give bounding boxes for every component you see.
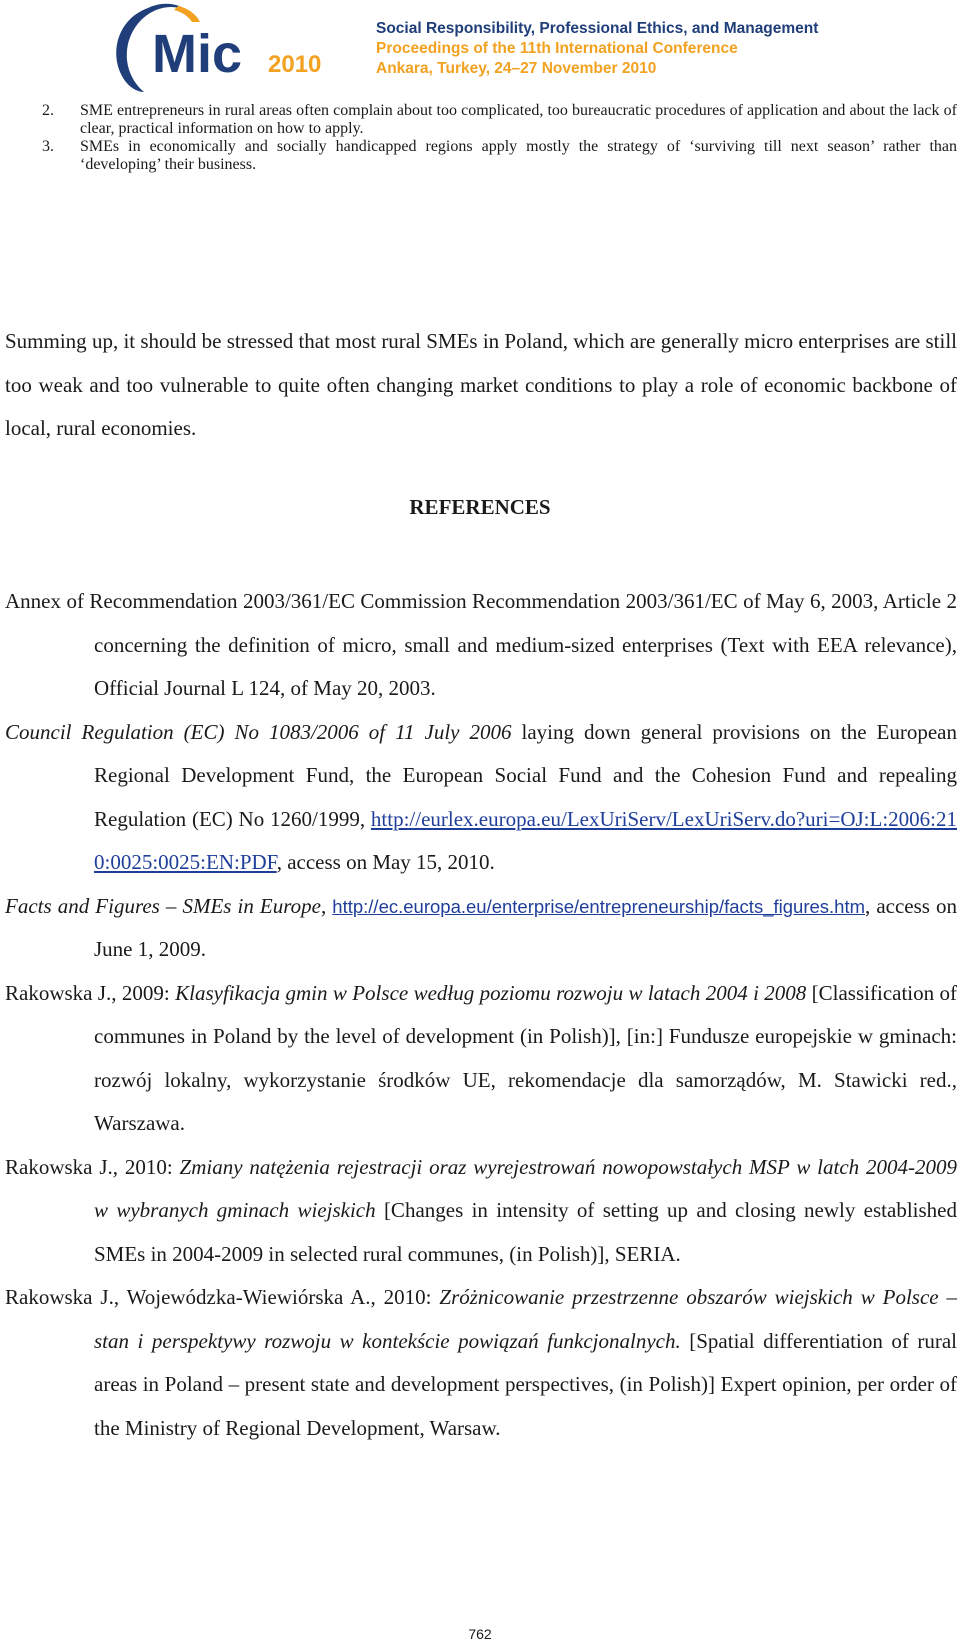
reference-title: Council Regulation (EC) No 1083/2006 of 11 July 2006 xyxy=(5,719,512,744)
reference-title: Klasyfikacja gmin w Polsce według poziomu rozwoju w latach 2004 i 2008 xyxy=(175,980,807,1005)
list-item xyxy=(42,138,957,174)
mic-2010-logo xyxy=(108,0,338,95)
logo-year: 2010 xyxy=(268,51,322,78)
reference-link[interactable]: http://eurlex.europa.eu/LexUriServ/LexUriServ.do?uri=OJ:L:2006:210:0025:0025:EN:PDF xyxy=(94,806,957,874)
reference-title: Facts and Figures – SMEs in Europe xyxy=(5,893,321,918)
reference-author: Rakowska J., Wojewódzka-Wiewiórska A., 2010: xyxy=(5,1285,440,1309)
conference-title: Social Responsibility, Professional Ethics, and Management xyxy=(376,20,819,37)
reference-author: Rakowska J., 2009: xyxy=(5,980,176,1005)
reference-tail: [Spatial differentiation of rural areas in Poland – present state and development perspectives, (in Polish)] Expert opinion, per order of the Ministry of Regional Development, Warsaw. xyxy=(94,1328,958,1440)
reference-tail: , access on June 1, 2009. xyxy=(94,893,958,961)
reference-author: Rakowska J., 2010: xyxy=(5,1154,180,1179)
numbered-list xyxy=(42,102,957,174)
reference-text: laying down general provisions on the European Regional Development Fund, the European Social Fund and the Cohesion Fund and repealing Regulation (EC) No 1260/1999, xyxy=(94,719,958,831)
reference-title: Zmiany natężenia rejestracji oraz wyrejestrowań nowopowstałych MSP w latch 2004-2009 w wybranych gminach wiejskich xyxy=(94,1154,957,1222)
list-item-text: SMEs in economically and socially handicapped regions apply mostly the strategy of ‘surviving till next season’ rather than ‘developing’ their business. xyxy=(80,138,957,173)
conference-header-text xyxy=(376,19,818,79)
list-item xyxy=(42,102,957,138)
reference-entry xyxy=(5,972,957,1146)
references-list xyxy=(5,580,957,1450)
proceedings-line: Proceedings of the 11th International Conference xyxy=(376,40,738,57)
reference-tail: [Classification of communes in Poland by the level of development (in Polish)], [in:] Fundusze europejskie w gminach: rozwój lokalny, wykorzystanie środków UE, rekomendacje dla samorządów, M. Stawicki red., Warszawa. xyxy=(94,980,957,1135)
reference-text: Annex of Recommendation 2003/361/EC Commission Recommendation 2003/361/EC of May 6, 2003, Article 2 concerning the definition of micro, small and medium-sized enterprises (Text with EEA relevance), Official Journal L 124, of May 20, 2003. xyxy=(5,589,957,700)
page-number: 762 xyxy=(468,1626,492,1642)
reference-text: , xyxy=(320,893,333,918)
reference-entry xyxy=(5,885,957,972)
reference-link[interactable]: http://ec.europa.eu/enterprise/entrepreneurship/facts_figures.htm xyxy=(332,895,865,917)
page-header xyxy=(0,0,960,100)
summary-paragraph: Summing up, it should be stressed that most rural SMEs in Poland, which are generally micro enterprises are still too weak and too vulnerable to quite often changing market conditions to play a role of economic backbone of local, rural economies. xyxy=(5,329,957,440)
location-date-line: Ankara, Turkey, 24–27 November 2010 xyxy=(376,60,657,77)
reference-title: Zróżnicowanie przestrzenne obszarów wiejskich w Polsce – stan i perspektywy rozwoju w kontekście powiązań funkcjonalnych. xyxy=(94,1285,957,1353)
list-item-number: 2. xyxy=(42,102,54,119)
reference-entry xyxy=(5,1276,957,1450)
reference-entry xyxy=(5,580,957,711)
logo-text: Mic xyxy=(152,24,243,84)
reference-tail: , access on May 15, 2010. xyxy=(276,850,495,874)
reference-entry xyxy=(5,711,957,885)
reference-tail: [Changes in intensity of setting up and closing newly established SMEs in 2004-2009 in selected rural communes, (in Polish)], SERIA. xyxy=(94,1198,957,1266)
list-item-text: SME entrepreneurs in rural areas often complain about too complicated, too bureaucratic procedures of application and about the lack of clear, practical information on how to apply. xyxy=(80,102,957,137)
references-heading: REFERENCES xyxy=(409,495,551,519)
reference-entry xyxy=(5,1146,957,1277)
list-item-number: 3. xyxy=(42,138,54,155)
